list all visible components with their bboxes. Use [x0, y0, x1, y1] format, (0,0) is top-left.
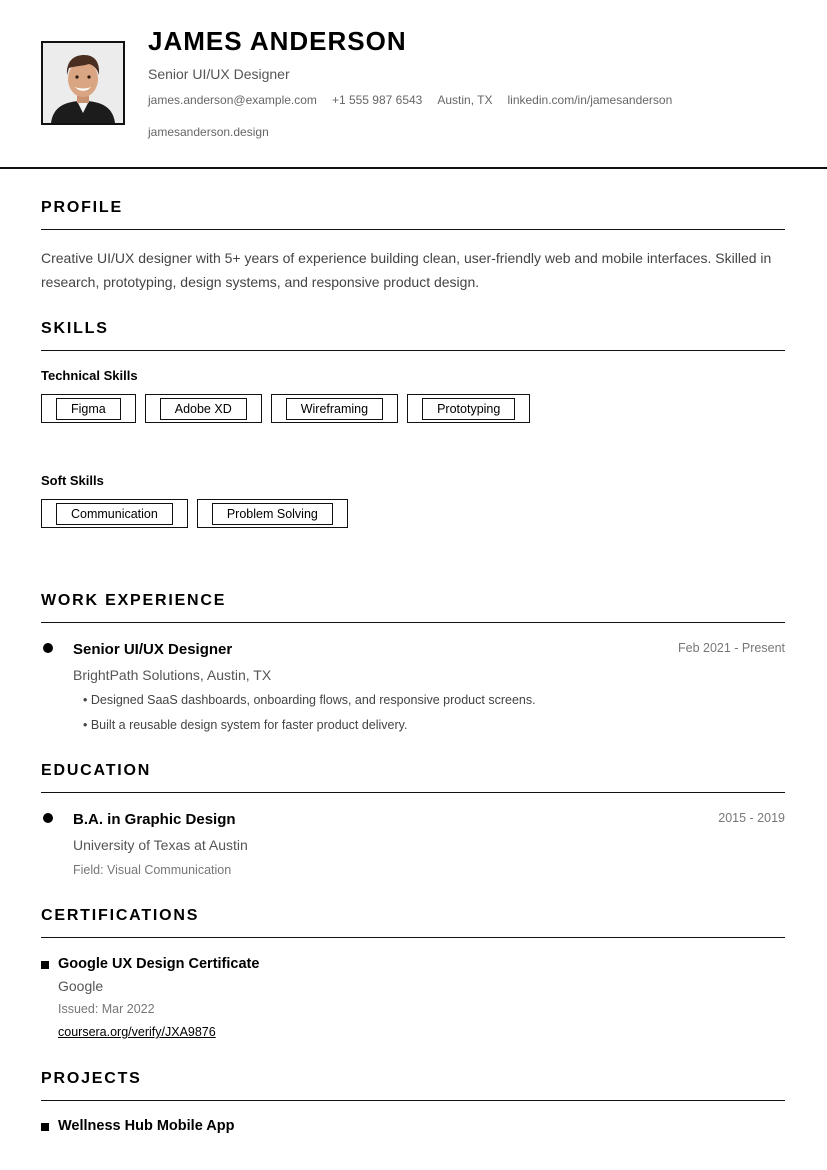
certification-link[interactable]: coursera.org/verify/JXA9876 [58, 1025, 216, 1039]
technical-skills-label: Technical Skills [41, 368, 138, 383]
resume-header [0, 0, 827, 169]
skills-heading: SKILLS [41, 320, 109, 337]
section-divider [41, 229, 785, 230]
skill-chip: Wireframing [271, 394, 398, 423]
job-point: • Designed SaaS dashboards, onboarding flows, and responsive product screens. [83, 693, 536, 707]
job-point: • Built a reusable design system for faster product delivery. [83, 718, 408, 732]
technical-skills-list [41, 394, 530, 423]
certification-issued: Issued: Mar 2022 [58, 1002, 155, 1016]
certification-name: Google UX Design Certificate [58, 956, 260, 972]
contact-location: Austin, TX [437, 93, 493, 107]
section-divider [41, 1100, 785, 1101]
section-divider [41, 350, 785, 351]
education-school: University of Texas at Austin [73, 837, 248, 853]
projects-heading: PROJECTS [41, 1070, 142, 1087]
contact-linkedin[interactable]: linkedin.com/in/jamesanderson [507, 93, 673, 107]
section-divider [41, 792, 785, 793]
skill-chip: Problem Solving [197, 499, 348, 528]
timeline-dot-icon [43, 813, 53, 823]
skill-chip: Communication [41, 499, 188, 528]
education-dates: 2015 - 2019 [718, 811, 785, 825]
job-role: Senior UI/UX Designer [73, 641, 233, 658]
skill-chip: Prototyping [407, 394, 530, 423]
timeline-dot-icon [43, 643, 53, 653]
square-bullet-icon [41, 961, 49, 969]
contact-line [148, 93, 672, 107]
skill-chip: Figma [41, 394, 136, 423]
project-name: Wellness Hub Mobile App [58, 1118, 235, 1134]
experience-heading: WORK EXPERIENCE [41, 592, 227, 609]
section-divider [41, 622, 785, 623]
contact-website[interactable]: jamesanderson.design [148, 125, 269, 139]
square-bullet-icon [41, 1123, 49, 1131]
certifications-heading: CERTIFICATIONS [41, 907, 200, 924]
education-field: Field: Visual Communication [73, 863, 232, 877]
skill-chip: Adobe XD [145, 394, 262, 423]
profile-summary: Creative UI/UX designer with 5+ years of experience building clean, user-friendly web and mobile interfaces. Skilled in research, prototyping, design systems, and responsive product design. [41, 250, 772, 290]
contact-email[interactable]: james.anderson@example.com [148, 93, 317, 107]
job-dates: Feb 2021 - Present [677, 641, 785, 655]
profile-photo [41, 41, 125, 125]
education-degree: B.A. in Graphic Design [73, 811, 236, 828]
education-heading: EDUCATION [41, 762, 152, 779]
candidate-name: JAMES ANDERSON [148, 26, 407, 56]
certification-issuer: Google [58, 978, 104, 994]
soft-skills-list [41, 499, 348, 528]
candidate-title: Senior UI/UX Designer [148, 66, 290, 82]
profile-heading: PROFILE [41, 199, 123, 216]
avatar-portrait-icon [43, 43, 123, 123]
section-divider [41, 937, 785, 938]
contact-phone[interactable]: +1 555 987 6543 [331, 93, 423, 107]
soft-skills-label: Soft Skills [41, 473, 104, 488]
job-company: BrightPath Solutions, Austin, TX [73, 667, 272, 683]
